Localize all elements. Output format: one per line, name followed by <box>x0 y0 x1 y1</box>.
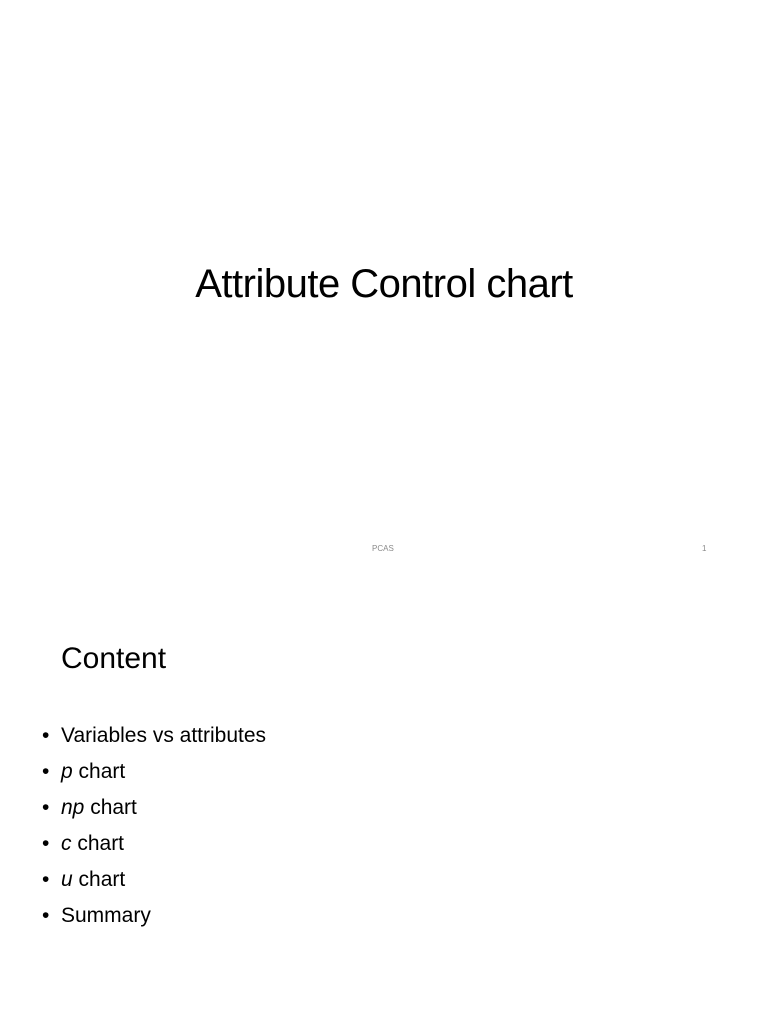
bullet-icon: • <box>42 904 50 927</box>
bullet-emphasis: np <box>61 796 85 819</box>
bullet-text: chart <box>84 796 137 819</box>
list-item <box>42 790 266 826</box>
bullet-text: chart <box>72 760 126 783</box>
bullet-list <box>42 718 266 934</box>
slide-title: Attribute Control chart <box>195 262 573 306</box>
bullet-text: chart <box>71 832 125 855</box>
list-item <box>42 898 266 934</box>
bullet-text: chart <box>72 868 126 891</box>
list-item <box>42 862 266 898</box>
content-heading: Content <box>61 642 167 675</box>
list-item <box>42 826 266 862</box>
page-number: 1 <box>702 544 707 553</box>
bullet-text: Summary <box>61 904 151 927</box>
list-item <box>42 718 266 754</box>
bullet-icon: • <box>42 796 50 819</box>
bullet-icon: • <box>42 760 50 783</box>
bullet-emphasis: u <box>61 868 73 891</box>
bullet-emphasis: c <box>61 832 72 855</box>
bullet-icon: • <box>42 832 50 855</box>
bullet-emphasis: p <box>61 760 73 783</box>
bullet-text: Variables vs attributes <box>61 724 267 747</box>
bullet-icon: • <box>42 724 50 747</box>
content-slide <box>0 580 768 1024</box>
bullet-icon: • <box>42 868 50 891</box>
footer-text: PCAS <box>372 544 394 553</box>
list-item <box>42 754 266 790</box>
